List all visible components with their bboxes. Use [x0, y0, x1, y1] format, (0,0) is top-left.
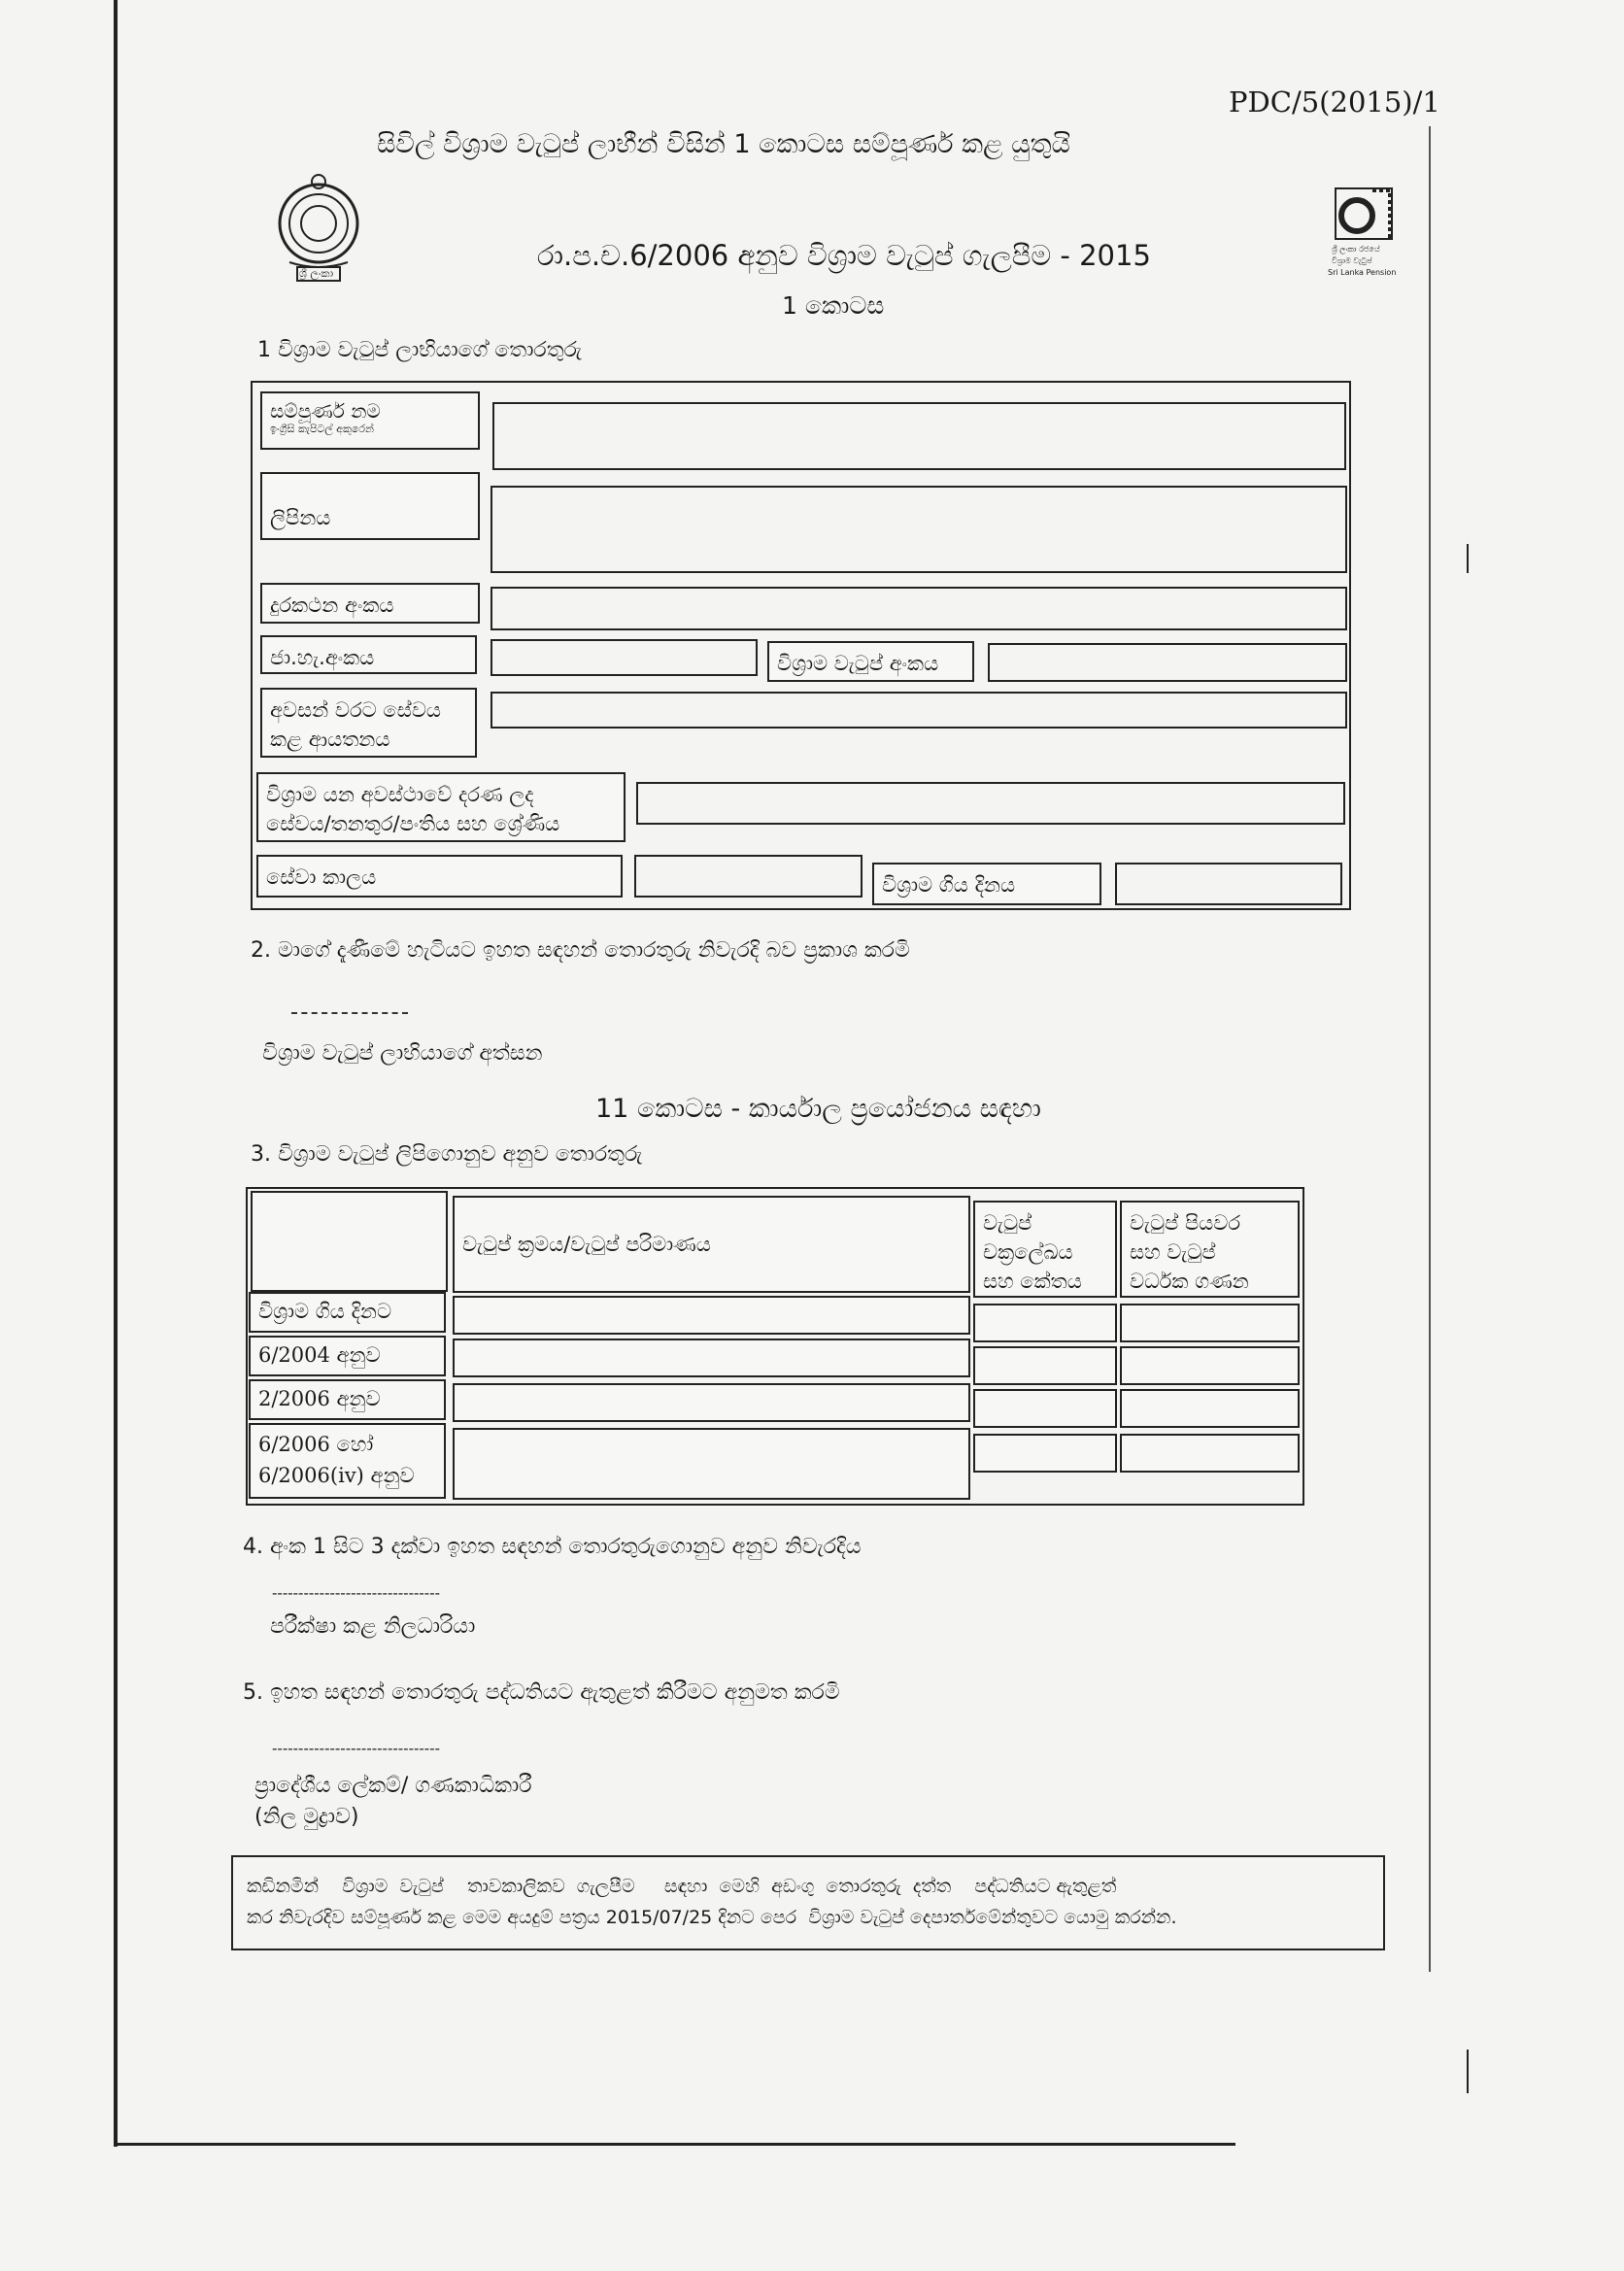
- full-name-label-text: සම්පූර්ණ නම: [270, 399, 381, 423]
- table-cell-increments[interactable]: [1120, 1346, 1300, 1385]
- section3-heading: 3. විශ්‍රාම වැටුප් ලිපිගොනුව අනුව තොරතුරු: [251, 1142, 643, 1167]
- scan-mark: [1467, 544, 1469, 573]
- table-cell-scale[interactable]: [453, 1296, 970, 1335]
- table-cell-circular[interactable]: [973, 1434, 1117, 1473]
- scan-mark: [1467, 2050, 1469, 2093]
- address-label: [260, 472, 480, 540]
- page-bottom-border: [114, 2143, 1235, 2146]
- full-name-label: [260, 391, 480, 450]
- part2-title: 11 කොටස - කාර්යාල ප්‍රයෝජනය සඳහා: [595, 1094, 1041, 1124]
- table-row-label: විශ්‍රාම ගිය දිනට: [249, 1292, 446, 1333]
- declaration-text: 2. මාගේ දැණීමේ හැටියට ඉහත සඳහන් තොරතුරු නිවැරදි බව ප්‍රකාශ කරමි: [251, 938, 910, 963]
- table-cell-scale[interactable]: [453, 1339, 970, 1377]
- pension-department-logo: [1326, 185, 1404, 287]
- table-cell-increments[interactable]: [1120, 1389, 1300, 1428]
- table-header-circular-line2: චක්‍රලේඛය: [983, 1240, 1073, 1264]
- last-office-label: [260, 688, 477, 758]
- signature-line: [291, 1012, 408, 1014]
- retire-date-input[interactable]: [1115, 863, 1342, 905]
- top-instruction: සිවිල් විශ්‍රාම වැටුප් ලාභීන් විසින් 1 කොටස සම්පූර්ණ කළ යුතුයි: [377, 129, 1070, 159]
- pension-number-label: විශ්‍රාම වැටුප් අංකය: [767, 641, 974, 682]
- table-row-label: 6/2004 අනුව: [249, 1336, 446, 1376]
- table-cell-scale[interactable]: [453, 1428, 970, 1500]
- signature-label: විශ්‍රාම වැටුප් ලාභියාගේ අත්සන: [262, 1041, 543, 1066]
- emblem-caption: ශ්‍රී ලංකා: [299, 267, 334, 280]
- page-right-border: [1429, 126, 1431, 1972]
- table-header-scale-text: වැටුප් ක්‍රමය/වැටුප් පරිමාණය: [462, 1233, 711, 1256]
- table-header-circular-line1: වැටුප්: [983, 1211, 1032, 1235]
- address-label-text: ලිපිනය: [270, 506, 331, 529]
- full-name-sublabel: ඉංග්‍රීසි කැපිටල් අකුරෙන්: [270, 423, 374, 435]
- notice-box: [231, 1855, 1385, 1950]
- phone-input[interactable]: [491, 587, 1347, 630]
- logo-text-line3: Sri Lanka Pension: [1328, 268, 1397, 277]
- section5-signature-label: ප්‍රාදේශීය ලේකම්/ ගණකාධිකාරී: [254, 1774, 532, 1798]
- full-name-input[interactable]: [492, 402, 1346, 470]
- table-header-circular-line3: සහ කේතය: [983, 1270, 1082, 1293]
- logo-text-line2: විශ්‍රාම වැටුප්: [1332, 256, 1372, 265]
- form-title: රා.ප.ච.6/2006 අනුව විශ්‍රාම වැටුප් ගැලපීම - 2015: [537, 239, 1151, 272]
- section4-signature-label: පරීක්ෂා කළ නිලධාරියා: [270, 1614, 476, 1639]
- grade-label-line2: සේවය/තනතුර/පංතිය සහ ශ්‍රේණිය: [266, 812, 560, 835]
- table-row-label: 2/2006 අනුව: [249, 1379, 446, 1420]
- notice-line1: කඩිනමින් විශ්‍රාම වැටුප් තාවකාලිකව ගැලපීම සඳහා මෙහි අඩංගු තොරතුරු දත්ත පද්ධතියට ඇතුළත්: [247, 1876, 1117, 1897]
- table-cell-scale[interactable]: [453, 1383, 970, 1422]
- last-office-label-line1: අවසන් වරට සේවය: [270, 698, 442, 722]
- page-left-border: [114, 0, 118, 2147]
- reference-code: PDC/5(2015)/1: [1229, 85, 1440, 119]
- table-cell-increments[interactable]: [1120, 1434, 1300, 1473]
- section5-text: 5. ඉහත සඳහන් තොරතුරු පද්ධතියට ඇතුළත් කිරීමට අනුමත කරමි: [243, 1680, 840, 1705]
- grade-label-line1: විශ්‍රාම යන අවස්ථාවේ දරණ ලද: [266, 783, 534, 806]
- nic-label: ජා.හැ.අංකය: [260, 635, 477, 674]
- section1-heading: 1 විශ්‍රාම වැටුප් ලාභියාගේ තොරතුරු: [257, 338, 582, 362]
- phone-label: දුරකථන අංකය: [260, 583, 480, 624]
- notice-line2: කර නිවැරදිව සම්පූර්ණ කළ මෙම අයදුම් පත්‍රය 2015/07/25 දිනට පෙර විශ්‍රාම වැටුප් දෙපාර්තමේන්තුවට යොමු කරන්න.: [247, 1907, 1177, 1928]
- table-cell-circular[interactable]: [973, 1389, 1117, 1428]
- table-header-scale: [453, 1196, 970, 1293]
- nic-input[interactable]: [491, 639, 758, 676]
- section4-signature-line: --------------------------------: [272, 1583, 440, 1602]
- table-cell-circular[interactable]: [973, 1304, 1117, 1342]
- table-header-increments: [1120, 1201, 1300, 1298]
- table-row-label-line1: 6/2006 හෝ: [258, 1433, 374, 1456]
- table-cell-increments[interactable]: [1120, 1304, 1300, 1342]
- table-header-increments-line2: සහ වැටුප්: [1130, 1240, 1216, 1264]
- table-header-increments-line1: වැටුප් පියවර: [1130, 1211, 1241, 1235]
- logo-text-line1: ශ්‍රී ලංකා රජයේ: [1332, 245, 1380, 254]
- table-row-label-line2: 6/2006(iv) අනුව: [258, 1464, 415, 1487]
- address-input[interactable]: [491, 486, 1347, 573]
- table-corner-cell: [251, 1191, 448, 1292]
- grade-label: [256, 772, 626, 842]
- table-cell-circular[interactable]: [973, 1346, 1117, 1385]
- section5-signature-line: --------------------------------: [272, 1739, 440, 1757]
- table-row-label: [249, 1423, 446, 1499]
- service-period-input[interactable]: [634, 855, 863, 898]
- pension-number-input[interactable]: [988, 643, 1347, 682]
- retire-date-label: විශ්‍රාම ගිය දිනය: [872, 863, 1101, 905]
- part-label: 1 කොටස: [782, 291, 885, 320]
- last-office-input[interactable]: [491, 692, 1347, 729]
- table-header-circular: [973, 1201, 1117, 1298]
- last-office-label-line2: කළ ආයතනය: [270, 728, 390, 751]
- section4-text: 4. අංක 1 සිට 3 දක්වා ඉහත සඳහන් තොරතුරුගොනුව අනුව නිවැරදිය: [243, 1535, 862, 1559]
- grade-input[interactable]: [636, 782, 1345, 825]
- national-emblem: [270, 170, 367, 287]
- table-header-increments-line3: වර්ධක ගණන: [1130, 1270, 1249, 1293]
- official-seal-label: (නිල මුද්‍රාව): [254, 1805, 359, 1829]
- service-period-label: සේවා කාලය: [256, 855, 623, 898]
